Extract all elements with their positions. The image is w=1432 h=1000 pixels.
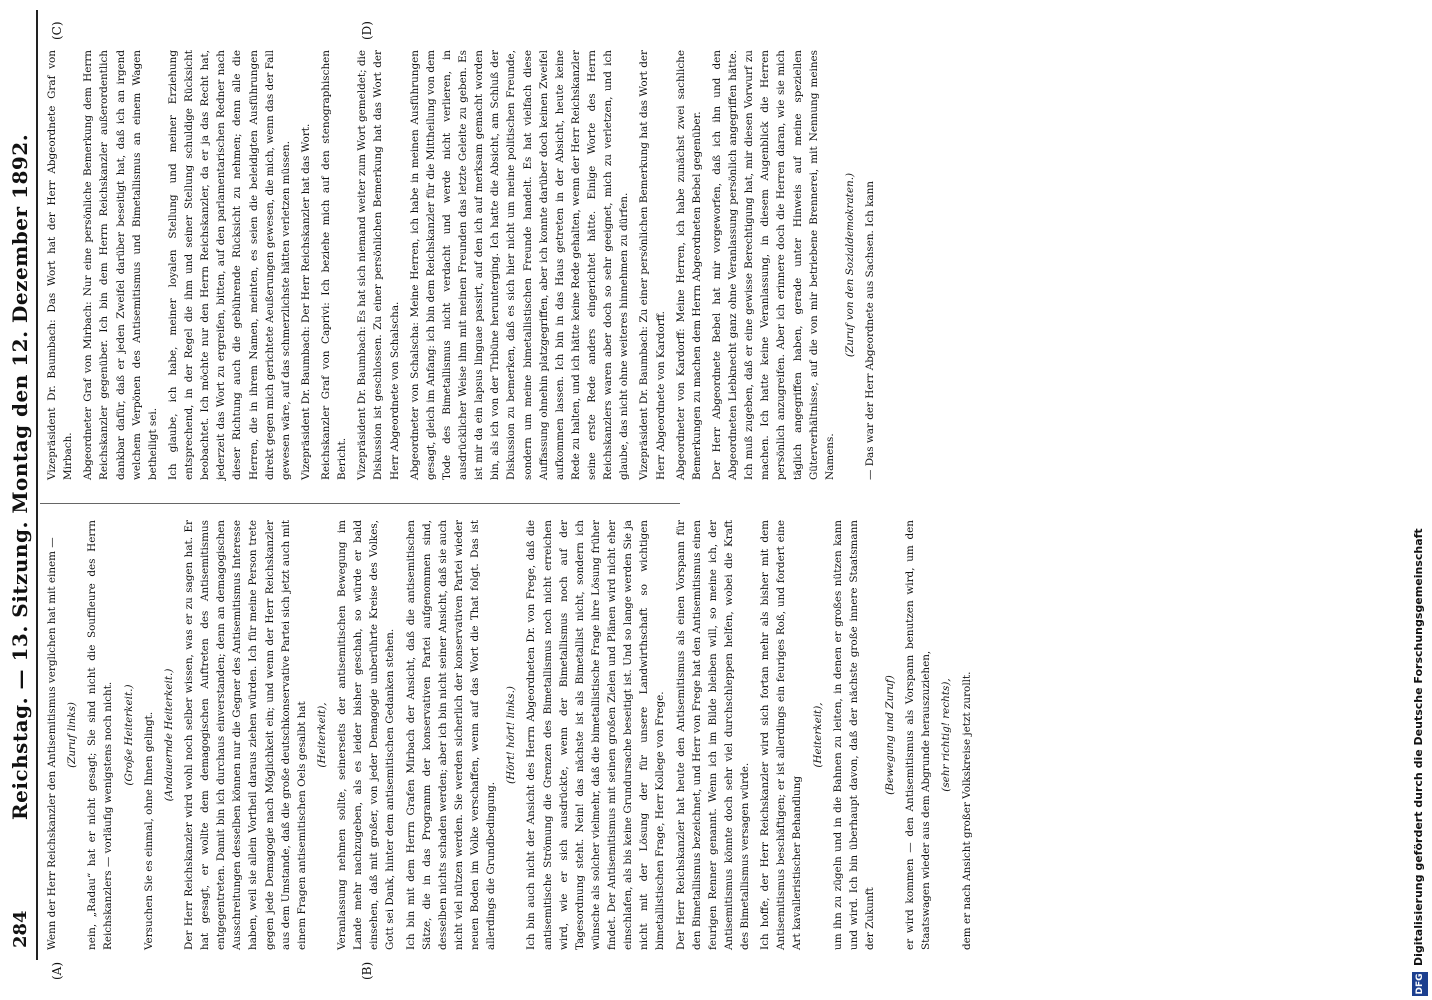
- paragraph: Vizepräsident Dr. Baumbach: Der Herr Reichskanzler hat das Wort.: [299, 123, 312, 480]
- right-column: [44, 50, 882, 480]
- paragraph: Vizepräsident Dr. Baumbach: Es hat sich niemand weiter zum Wort gemeldet; die Diskussion ist geschlossen. Zu einer persönlichen Bemerkung hat das Wort der Herr Abgeordnete von Schalscha.: [356, 50, 401, 480]
- margin-letter-a: (A): [50, 961, 64, 980]
- digitization-footer: [1410, 0, 1432, 1000]
- paragraph: Der Herr Reichskanzler hat heute den Antisemitismus als einen Vorspann für den Bimetallismus bezeichnet, und Herr von Frege hat den Antisemitismus einen feurigen Renner genannt. Wenn ich im Bilde bleiben will, so meine ich, der Antisemitismus könnte doch sehr viel durchschleppen helfen, wobei die Kraft des Bimetallismus versagen würde.: [674, 520, 751, 950]
- paragraph: nein, „Radau“ hat er nicht gesagt; Sie sind nicht die Souffleure des Herrn Reichskanzlers — vorläufig wenigstens noch nicht.: [86, 520, 115, 950]
- interjection: (Große Heiterkeit.): [122, 684, 135, 786]
- margin-letter-c: (C): [50, 21, 64, 40]
- paragraph: um ihn zu zügeln und in die Bahnen zu leiten, in denen er großes nützen kann und wird. Ich bin überhaupt davon, daß der nächste große innere Staatsmann der Zukunft: [831, 520, 876, 950]
- interjection: (sehr richtig! rechts),: [940, 678, 953, 792]
- paragraph: Veranlassung nehmen sollte, seinerseits der antisemitischen Bewegung im Lande mehr nachzugeben, als es leider bisher geschah, so würde er bald einsehen, daß mit großer, von jeder Demagogie unberührte Kreise des Volkes, Gott sei Dank, hinter dem antisemitischen Gedanken stehen.: [336, 520, 397, 950]
- interjection: (Bewegung und Zuruf): [884, 675, 896, 795]
- paragraph: Reichskanzler Graf von Caprivi: Ich beziehe mich auf den stenographischen Bericht.: [320, 50, 349, 480]
- header-rule: [36, 10, 38, 960]
- paragraph: Der Herr Abgeordnete Bebel hat mir vorgeworfen, daß ich ihn und den Abgeordneten Liebknecht ganz ohne Veranlassung persönlich angegriffen hätte. Ich muß zugeben, daß er eine gewisse Berechtigung hat, mir diesen Vorwurf zu machen. Ich hatte keine Veranlassung, in diesem Augenblick die Herren persönlich anzugreifen. Aber ich erinnere doch die Herren daran, wie sie mich täglich angegriffen haben, gerade unter Hinweis auf meine speziellen Güterverhältnisse, auf die von mir betriebene Brennerei, mit Nennung meines Namens.: [710, 50, 836, 480]
- running-title: Reichstag. — 13. Sitzung. Montag den 12. Dezember 1892.: [8, 133, 32, 820]
- interjection: (Heiterkeit),: [811, 702, 824, 768]
- paragraph: Wenn der Herr Reichskanzler den Antisemitismus verglichen hat mit einem —: [46, 537, 58, 950]
- paragraph: Der Herr Reichskanzler wird wohl noch selber wissen, was er zu sagen hat. Er hat gesagt, er wollte dem demagogischen Auftreten des Antisemitismus entgegentreten. Damit bin ich durchaus einverstanden; denn an demagogischen Ausschreitungen desselben können nur die Gegner des Antisemitismus Interesse haben, weil sie allein Vortheil daraus ziehen würden. Ich für meine Person trete gegen jede Demagogie nach Möglichkeit ein; und wenn der Herr Reichskanzler aus dem Umstande, daß die große deutschkonservative Partei sich jetzt auch mit einem Fragen antisemitischen Oels gesalbt hat: [182, 520, 308, 950]
- paragraph: er wird kommen — den Antisemitismus als Vorspann benutzen wird, um den Staatswagen wieder aus dem Abgrunde herauszuziehen,: [904, 520, 933, 950]
- paragraph: Vizepräsident Dr. Baumbach: Das Wort hat der Herr Abgeordnete Graf von Mirbach.: [46, 50, 75, 480]
- funding-notice: Digitalisierung gefördert durch die Deutsche Forschungsgemeinschaft: [1412, 528, 1425, 966]
- interjection: (Hört! hört! links.): [505, 686, 518, 784]
- margin-letter-b: (B): [360, 961, 374, 980]
- interjection: (Zuruf von den Sozialdemokraten.): [843, 172, 856, 358]
- paragraph: Ich hoffe, der Herr Reichskanzler wird sich fortan mehr als bisher mit dem Antisemitismus beschäftigen; er ist allerdings ein feuriges Roß, und fordert eine Art kavalleristischer Behandlung: [759, 520, 804, 950]
- paragraph: Ich bin mit dem Herrn Grafen Mirbach der Ansicht, daß die antisemitischen Sätze, die in das Programm der konservativen Partei aufgenommen sind, desselben nichts schaden werden; aber ich bin nicht seiner Ansicht, daß sie auch nicht viel nützen werden. Sie werden sicherlich der konservativen Partei wieder neuen Boden im Volke verschaffen, wenn auf das Wort die That folgt. Das ist allerdings die Grundbedingung.: [404, 520, 498, 950]
- left-column: [44, 520, 979, 950]
- paragraph: — Das war der Herr Abgeordnete aus Sachsen. Ich kann: [864, 181, 876, 480]
- paragraph: Abgeordneter von Kardorff: Meine Herren, ich habe zunächst zwei sachliche Bemerkungen zu machen dem Herrn Abgeordneten Bebel gegenüber.: [674, 50, 703, 480]
- interjection: (Heiterkeit),: [315, 702, 328, 768]
- page-number: 284: [10, 910, 31, 948]
- paragraph: Versuchen Sie es einmal, ohne Ihnen gelingt.: [142, 711, 155, 950]
- paragraph: Abgeordneter Graf von Mirbach: Nur eine persönliche Bemerkung dem Herrn Reichskanzler gegenüber. Ich bin dem Herrn Reichskanzler außerordentlich dankbar dafür, daß er jeden Zweifel darüber beseitigt hat, daß ich an irgend welchem Verpönen des Antisemitismus und Bimetallismus an einem Wagen betheiligt sei.: [82, 50, 159, 480]
- paragraph: Ich bin auch nicht der Ansicht des Herrn Abgeordneten Dr. von Frege, daß die antisemitische Strömung die Grenzen des Bimetallismus noch nicht erreichen wird, wie er sich ausdrückte, wenn der Bimetallismus noch auf der Tagesordnung steht. Nein! das nächste ist als Bimetallist nicht, sondern ich wünsche als solcher vielmehr, daß die bimetallistische Frage ihre Lösung früher findet. Der Antisemitismus mit seinen großen Zielen und Plänen wird nicht eher einschlafen, als bis keine Grundursache beseitigt ist. Und so lange werden Sie ja nicht mit der Lösung der für unsere Landwirthschaft so wichtigen bimetallistischen Frage, Herr Kollege von Frege.: [525, 520, 667, 950]
- interjection: (Zuruf links): [66, 702, 79, 768]
- paragraph: Ich glaube, ich habe, meiner loyalen Stellung und meiner Erziehung entsprechend, in der Regel die ihm und seiner Stellung schuldige Rücksicht beobachtet. Ich möchte nur den Herrn Reichskanzler, da er ja das Recht hat, jederzeit das Wort zu ergreifen, bitten, auf den parlamentarischen Redner nach dieser Richtung auch die gebührende Rücksicht zu nehmen; denn alle die Herren, die in ihrem Namen, meinten, es seien die beleidigten Ausführungen direkt gegen mich gerichtete Aeußerungen gewesen, die mich, wenn das der Fall gewesen wäre, auf das schmerzlichste hätten verletzen müssen.: [166, 50, 292, 480]
- paragraph: dem er nach Ansicht großer Volkskreise jetzt zurollt.: [960, 671, 973, 950]
- interjection: (Andauernde Heiterkeit.): [162, 668, 175, 802]
- column-separator: [40, 503, 680, 504]
- dfg-logo: DFG: [1412, 972, 1428, 996]
- margin-letter-d: (D): [360, 21, 374, 40]
- paragraph: Vizepräsident Dr. Baumbach: Zu einer persönlichen Bemerkung hat das Wort der Herr Abgeordnete von Kardorff.: [638, 50, 667, 480]
- paragraph: Abgeordneter von Schalscha: Meine Herren, ich habe in meinen Ausführungen gesagt, gleich im Anfang: ich bin dem Reichskanzler für die Mittheilung von dem Tode des Bimetallismus nicht verdacht und werde nicht verlieren, in ausdrücklicher Weise ihm mit meinen Freunden das letzte Geleite zu geben. Es ist mir da ein lapsus linguae passirt, auf den ich auf merksam gemacht worden bin, als ich von der Tribüne herunterging. Ich hatte die Absicht, am Schluß der Diskussion zu bemerken, daß es sich hier nicht um meine politischen Freunde, sondern um meine bimetallistischen Freunde handelt. Es hat vielfach diese Auffassung ohnehin platzgegriffen, aber ich konnte darüber doch keinen Zweifel aufkommen lassen. Ich bin in das Haus getreten in der Absicht, heute keine Rede zu halten, und ich hätte keine Rede gehalten, wenn der Herr Reichskanzler seine erste Rede anders eingerichtet hätte. Einige Worte des Herrn Reichskanzlers waren aber doch so sehr geeignet, mich zu verletzen, und ich glaube, das nicht ohne weiteres hinnehmen zu dürfen.: [408, 50, 631, 480]
